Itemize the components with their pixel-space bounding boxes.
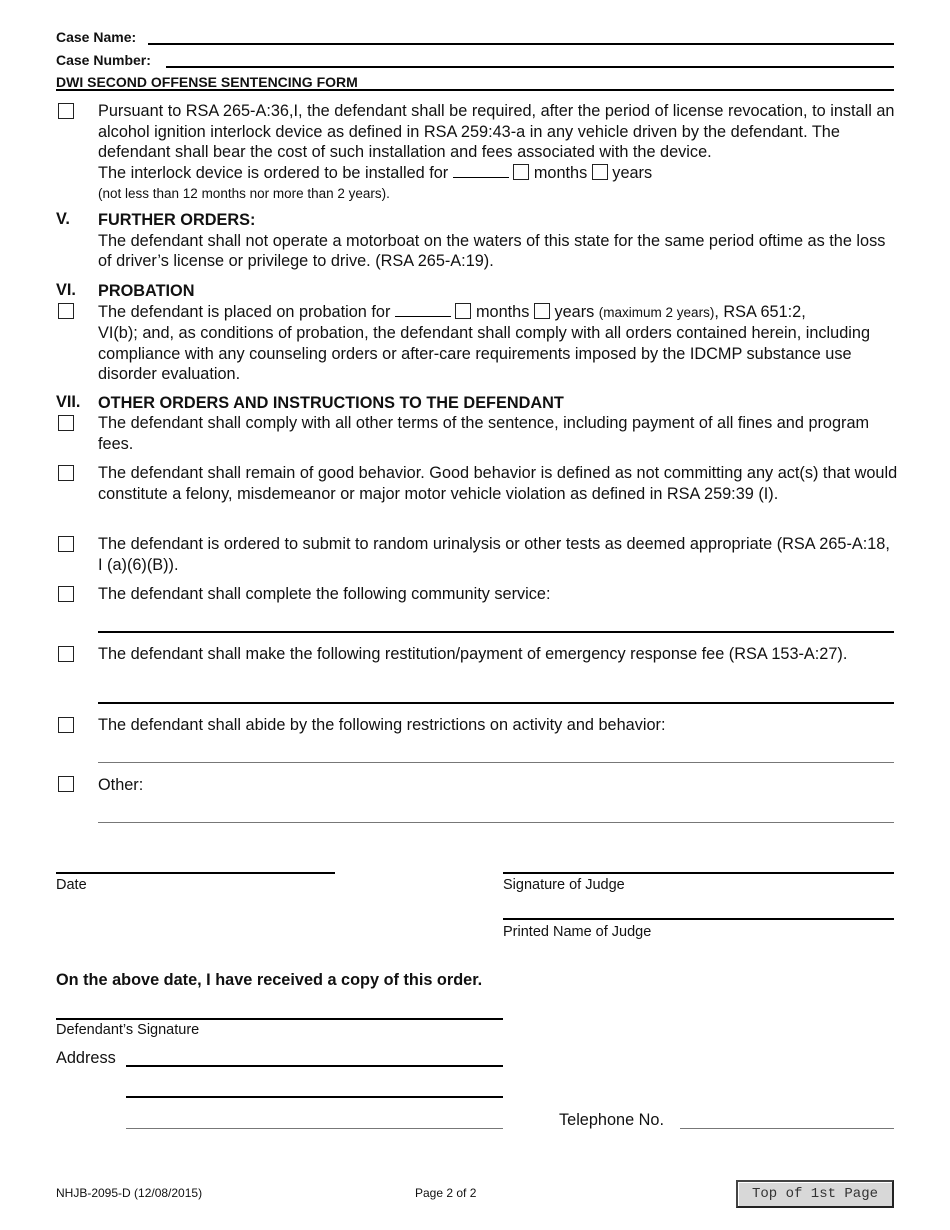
section-v-heading: FURTHER ORDERS: xyxy=(98,211,256,229)
interlock-years-label: years xyxy=(612,163,653,182)
interlock-months-label: months xyxy=(533,163,588,182)
interlock-years-checkbox[interactable] xyxy=(592,164,608,180)
section-vii-number: VII. xyxy=(56,393,81,411)
order-urinalysis-text: The defendant is ordered to submit to random urinalysis or other tests as deemed appropriate (RSA 265-A:18, I (a)(6)(B)). xyxy=(98,535,890,574)
section-v xyxy=(98,210,898,272)
section-v-text: The defendant shall not operate a motorboat on the waters of this state for the same period oftime as the loss of driver’s license or privilege to drive. (RSA 265-A:19). xyxy=(98,231,886,270)
form-title: DWI SECOND OFFENSE SENTENCING FORM xyxy=(56,74,358,90)
order-checkbox-restitution[interactable] xyxy=(58,646,74,662)
judge-printed-name-field[interactable] xyxy=(503,918,894,920)
order-other-text: Other: xyxy=(98,776,144,794)
order-restrictions-text: The defendant shall abide by the following restrictions on activity and behavior: xyxy=(98,716,666,734)
probation-checkbox[interactable] xyxy=(58,303,74,319)
probation-suffix: , RSA 651:2, xyxy=(714,302,806,321)
judge-printed-name-label: Printed Name of Judge xyxy=(503,924,652,940)
probation-years-label: years xyxy=(554,302,595,321)
case-name-field[interactable] xyxy=(148,43,894,45)
order-checkbox-terms[interactable] xyxy=(58,415,74,431)
form-id: NHJB-2095-D (12/08/2015) xyxy=(56,1186,203,1200)
case-name-label: Case Name: xyxy=(56,29,137,45)
section-vi-number: VI. xyxy=(56,281,76,299)
interlock-months-checkbox[interactable] xyxy=(513,164,529,180)
interlock-duration-field[interactable] xyxy=(453,164,509,178)
interlock-checkbox[interactable] xyxy=(58,103,74,119)
order-checkbox-urinalysis[interactable] xyxy=(58,536,74,552)
interlock-installed-prefix: The interlock device is ordered to be installed for xyxy=(98,163,449,182)
other-field[interactable] xyxy=(98,822,894,823)
interlock-note: (not less than 12 months nor more than 2 years). xyxy=(98,186,390,201)
address-line-1[interactable] xyxy=(126,1065,503,1067)
order-checkbox-restrictions[interactable] xyxy=(58,717,74,733)
probation-months-checkbox[interactable] xyxy=(455,303,471,319)
telephone-label: Telephone No. xyxy=(559,1111,665,1129)
restitution-field[interactable] xyxy=(98,702,894,704)
order-checkbox-community-service[interactable] xyxy=(58,586,74,602)
section-vi-heading: PROBATION xyxy=(98,282,195,300)
top-of-first-page-button[interactable]: Top of 1st Page xyxy=(736,1180,894,1208)
order-checkbox-other[interactable] xyxy=(58,776,74,792)
defendant-signature-label: Defendant’s Signature xyxy=(56,1022,200,1038)
date-field[interactable] xyxy=(56,872,335,874)
order-checkbox-good-behavior[interactable] xyxy=(58,465,74,481)
address-line-3[interactable] xyxy=(126,1128,503,1129)
defendant-signature-field[interactable] xyxy=(56,1018,503,1020)
community-service-field[interactable] xyxy=(98,631,894,633)
case-number-label: Case Number: xyxy=(56,52,151,68)
probation-text: VI(b); and, as conditions of probation, the defendant shall comply with all orders contained herein, including compliance with any counseling orders or after-care requirements imposed by the IDCMP substance use disorder evaluation. xyxy=(98,324,871,383)
probation-prefix: The defendant is placed on probation for xyxy=(98,302,391,321)
received-statement: On the above date, I have received a copy of this order. xyxy=(56,971,483,989)
probation-years-checkbox[interactable] xyxy=(534,303,550,319)
interlock-paragraph xyxy=(98,101,898,205)
section-v-number: V. xyxy=(56,210,70,228)
telephone-field[interactable] xyxy=(680,1128,894,1129)
order-restitution-text: The defendant shall make the following restitution/payment of emergency response fee (RSA 153-A:27). xyxy=(98,645,848,663)
order-terms-text: The defendant shall comply with all other terms of the sentence, including payment of all fines and program fees. xyxy=(98,414,870,453)
judge-signature-field[interactable] xyxy=(503,872,894,874)
interlock-text: Pursuant to RSA 265-A:36,I, the defendant shall be required, after the period of license revocation, to install an alcohol ignition interlock device as defined in RSA 259:43-a in any vehicle driven by the defendant. The defendant shall bear the cost of such installation and fees associated with the device. xyxy=(98,102,895,161)
page-number: Page 2 of 2 xyxy=(415,1186,477,1200)
restrictions-field[interactable] xyxy=(98,762,894,763)
section-vii-heading-text: OTHER ORDERS AND INSTRUCTIONS TO THE DEFENDANT xyxy=(98,394,564,412)
order-community-service-text: The defendant shall complete the following community service: xyxy=(98,585,551,603)
probation-max-note: (maximum 2 years) xyxy=(598,304,715,320)
judge-signature-label: Signature of Judge xyxy=(503,877,625,893)
address-label: Address xyxy=(56,1049,116,1067)
title-rule xyxy=(56,89,894,91)
section-vii-heading xyxy=(98,393,898,414)
case-number-field[interactable] xyxy=(166,66,894,68)
probation-months-label: months xyxy=(475,302,530,321)
date-label: Date xyxy=(56,877,87,893)
probation-duration-field[interactable] xyxy=(395,303,451,317)
order-good-behavior-text: The defendant shall remain of good behavior. Good behavior is defined as not committing any act(s) that would constitute a felony, misdemeanor or major motor vehicle violation as defined in RSA 259:39 (I). xyxy=(98,464,898,503)
section-vi xyxy=(98,281,898,385)
address-line-2[interactable] xyxy=(126,1096,503,1098)
